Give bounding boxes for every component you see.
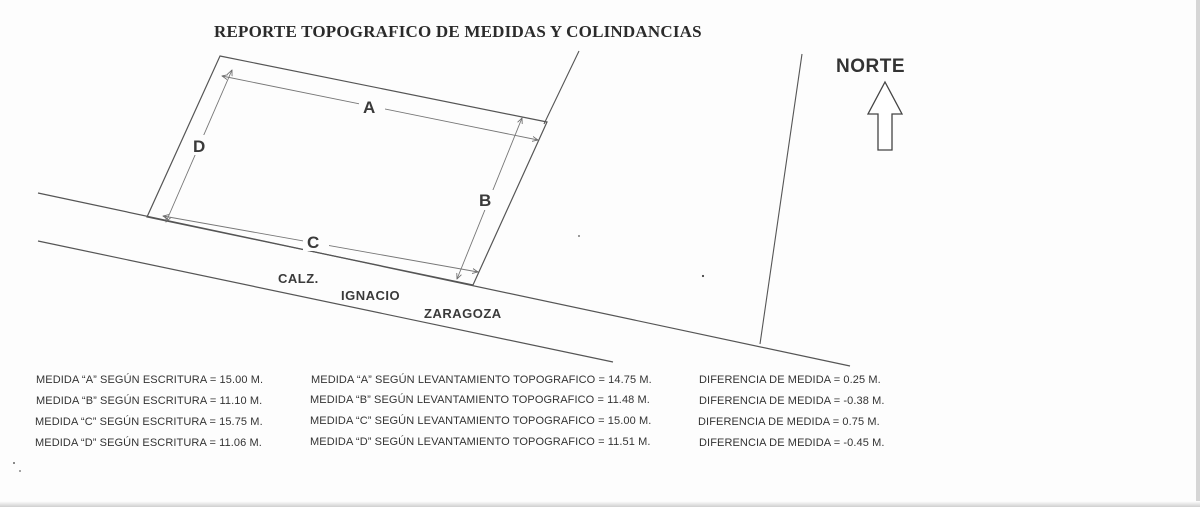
measurement-row [699,437,885,449]
street-name-line2: IGNACIO [341,288,401,303]
diferencia-text: DIFERENCIA DE MEDIDA = -0.45 M. [699,437,885,449]
diferencia-text: DIFERENCIA DE MEDIDA = -0.38 M. [699,395,885,407]
side-label-d: D [193,137,206,156]
north-label: NORTE [836,56,905,77]
measurement-row [311,374,652,386]
measurement-row [35,416,263,428]
diferencia-text: DIFERENCIA DE MEDIDA = 0.75 M. [698,416,880,428]
lot-boundary [147,56,547,285]
road-line-lower [38,241,613,362]
page-title: REPORTE TOPOGRAFICO DE MEDIDAS Y COLINDANCIAS [214,22,702,41]
measurement-row [699,374,881,386]
measurement-row [310,394,650,406]
levantamiento-text: MEDIDA “B” SEGÚN LEVANTAMIENTO TOPOGRAFICO = 11.48 M. [310,394,650,406]
street-name-line3: ZARAGOZA [424,306,502,321]
escritura-text: MEDIDA “D” SEGÚN ESCRITURA = 11.06 M. [35,437,262,449]
measurement-row [310,415,651,427]
measurement-row [698,416,880,428]
boundary-line-right [760,54,802,344]
escritura-text: MEDIDA “A” SEGÚN ESCRITURA = 15.00 M. [36,374,264,386]
street-name-line1: CALZ. [278,271,319,286]
diferencia-text: DIFERENCIA DE MEDIDA = 0.25 M. [699,374,881,386]
measurement-row [36,374,263,386]
levantamiento-text: MEDIDA “D” SEGÚN LEVANTAMIENTO TOPOGRAFICO = 11.51 M. [310,436,651,448]
levantamiento-text: MEDIDA “A” SEGÚN LEVANTAMIENTO TOPOGRAFICO = 14.75 M. [311,374,652,386]
side-label-b: B [479,191,492,210]
escritura-text: MEDIDA “B” SEGÚN ESCRITURA = 11.10 M. [36,395,263,407]
scan-edge-bottom [0,501,1200,507]
side-label-c: C [307,233,320,252]
scan-edge-right [1196,0,1200,507]
north-arrow-icon [868,82,902,150]
levantamiento-text: MEDIDA “C” SEGÚN LEVANTAMIENTO TOPOGRAFICO = 15.00 M. [310,415,652,427]
boundary-line-middle [544,51,579,124]
side-label-a: A [363,98,376,117]
measurement-row [699,395,885,407]
measurement-row [35,437,262,449]
escritura-text: MEDIDA “C” SEGÚN ESCRITURA = 15.75 M. [35,416,263,428]
measurement-row [36,395,262,407]
measurement-row [310,436,651,448]
